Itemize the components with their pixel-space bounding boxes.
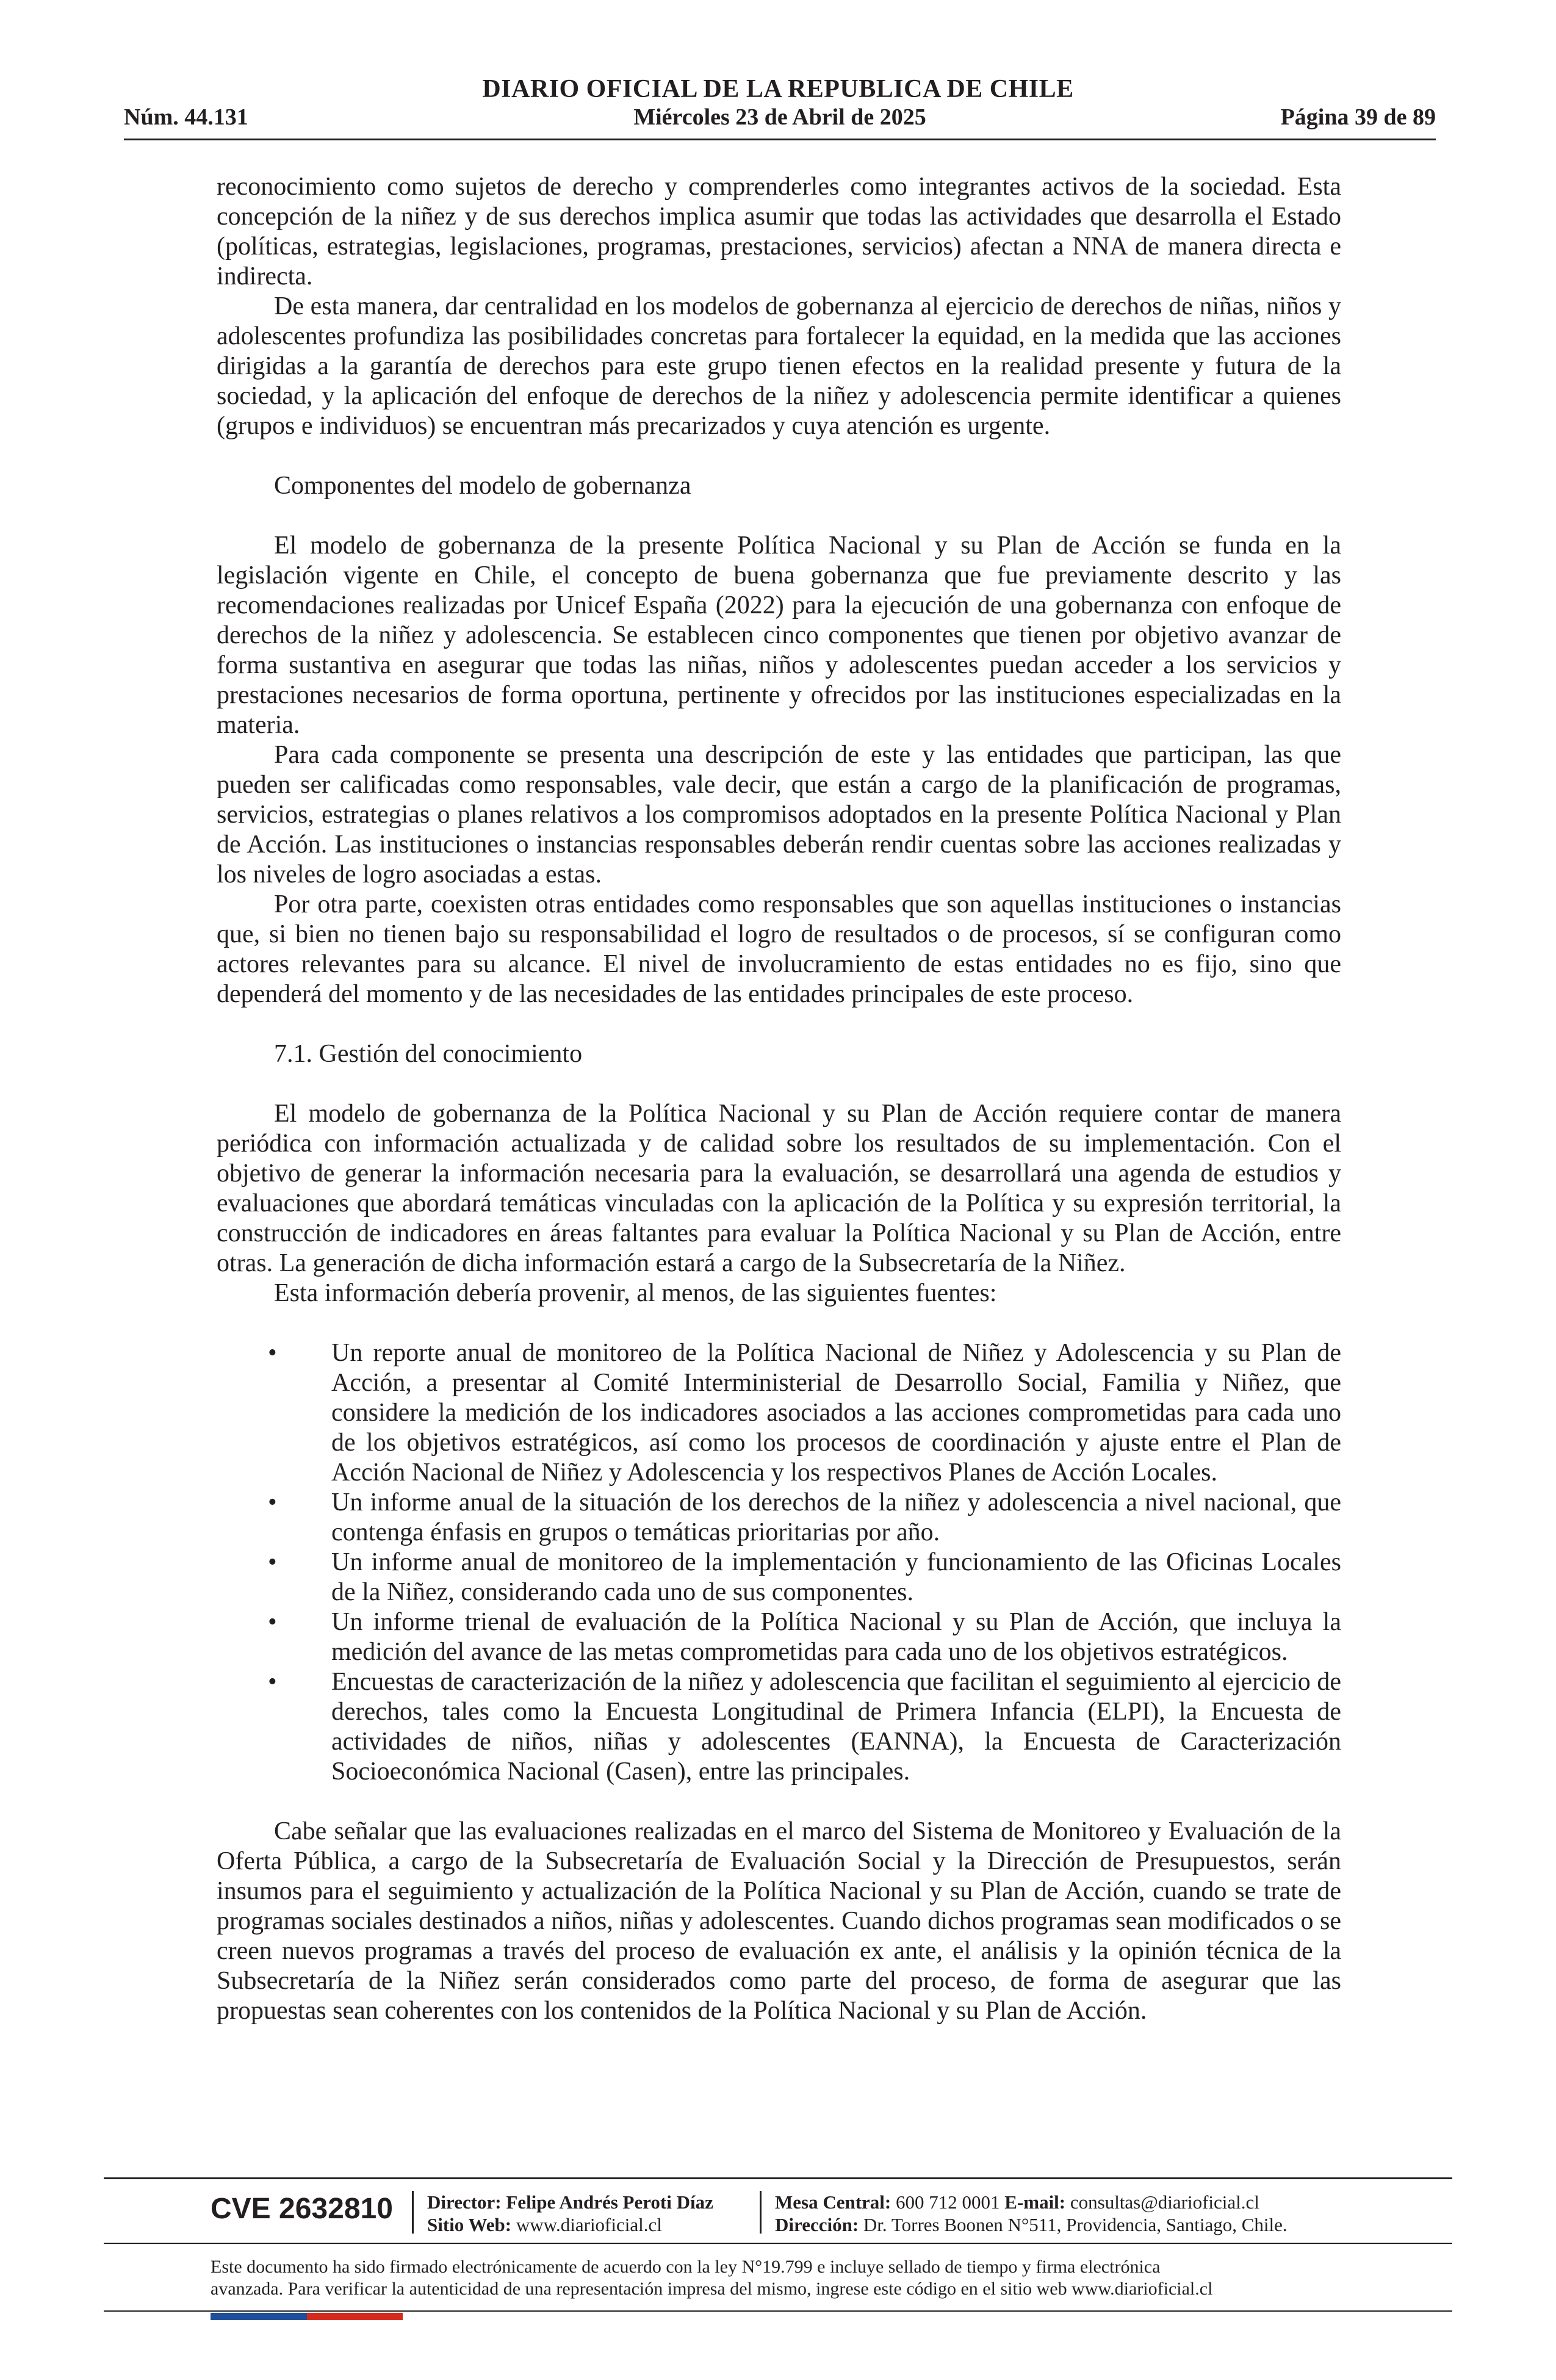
paragraph: El modelo de gobernanza de la Política Nacional y su Plan de Acción requiere contar de manera periódica con información actualizada y de calidad sobre los resultados de su implementación. Con el objetivo de generar la información necesaria para la evaluación, se desarrollará una agenda de estudios y evaluaciones que abordará temáticas vinculadas con la aplicación de la Política y su expresión territorial, la construcción de indicadores en áreas faltantes para evaluar la Política Nacional y su Plan de Acción, entre otras. La generación de dicha información estará a cargo de la Subsecretaría de la Niñez. <box>217 1100 1341 1277</box>
flag-stripe-red <box>307 2313 403 2320</box>
list-item: • Encuestas de caracterización de la niñez y adolescencia que facilitan el seguimiento al ejercicio de derechos, tales como la Encuesta Longitudinal de Primera Infancia (ELPI), la Encuesta de actividades de niños, niñas y adolescentes (EANNA), la Encuesta de Caracterización Socioeconómica Nacional (Casen), entre las principales. <box>268 1668 1341 1786</box>
list-item: • Un informe anual de la situación de los derechos de la niñez y adolescencia a nivel nacional, que contenga énfasis en grupos o temáticas prioritarias por año. <box>268 1488 1341 1546</box>
sources-list <box>217 1338 1341 1787</box>
bullet-icon: • <box>268 1339 277 1367</box>
footer-middle-divider <box>104 2243 1452 2244</box>
list-item: • Un informe trienal de evaluación de la Política Nacional y su Plan de Acción, que incluya la medición del avance de las metas comprometidas para cada uno de los objetivos estratégicos. <box>268 1608 1341 1666</box>
section-heading: Componentes del modelo de gobernanza <box>274 472 691 500</box>
issue-date: Miércoles 23 de Abril de 2025 <box>633 104 926 130</box>
cve-code: CVE 2632810 <box>211 2193 393 2225</box>
legal-notice: Este documento ha sido firmado electrónicamente de acuerdo con la ley N°19.799 e incluye sellado de tiempo y firma electrónica avanzada. Para verificar la autenticidad de una representación impresa del mismo, ingrese este código en el sitio web www.diarioficial.cl <box>211 2257 1213 2299</box>
footer-top-divider <box>104 2177 1452 2179</box>
paragraph: De esta manera, dar centralidad en los modelos de gobernanza al ejercicio de derechos de niñas, niños y adolescentes profundiza las posibilidades concretas para fortalecer la equidad, en la medida que las acciones dirigidas a la garantía de derechos para este grupo tienen efectos en la realidad presente y futura de la sociedad, y la aplicación del enfoque de derechos de la niñez y adolescencia permite identificar a quienes (grupos e individuos) se encuentran más precarizados y cuya atención es urgente. <box>217 292 1341 440</box>
section-heading: 7.1. Gestión del conocimiento <box>274 1040 583 1068</box>
footer-contact-info: Mesa Central: 600 712 0001 E-mail: consultas@diarioficial.cl Dirección: Dr. Torres Boonen N°511, Providencia, Santiago, Chile. <box>775 2191 1288 2235</box>
email-link[interactable]: consultas@diarioficial.cl <box>1070 2191 1259 2213</box>
paragraph: El modelo de gobernanza de la presente Política Nacional y su Plan de Acción se funda en la legislación vigente en Chile, el concepto de buena gobernanza que fue previamente descrito y las recomendaciones realizadas por Unicef España (2022) para la ejecución de una gobernanza con enfoque de derechos de la niñez y adolescencia. Se establecen cinco componentes que tienen por objetivo avanzar de forma sustantiva en asegurar que todas las niñas, niños y adolescentes puedan acceder a los servicios y prestaciones necesarios de forma oportuna, pertinente y ofrecidos por las instituciones especializadas en la materia. <box>217 532 1341 739</box>
website-link[interactable]: www.diarioficial.cl <box>516 2214 662 2235</box>
bullet-icon: • <box>268 1488 277 1516</box>
paragraph: Para cada componente se presenta una descripción de este y las entidades que participan, las que pueden ser calificadas como responsables, vale decir, que están a cargo de la planificación de programas, servicios, estrategias o planes relativos a los compromisos adoptados en la presente Política Nacional y Plan de Acción. Las instituciones o instancias responsables deberán rendir cuentas sobre las acciones realizadas y los niveles de logro asociadas a estas. <box>217 741 1341 889</box>
list-item: • Un reporte anual de monitoreo de la Política Nacional de Niñez y Adolescencia y su Plan de Acción, a presentar al Comité Interministerial de Desarrollo Social, Familia y Niñez, que considere la medición de los indicadores asociados a las acciones comprometidas para cada uno de los objetivos estratégicos, así como los procesos de coordinación y ajuste entre el Plan de Acción Nacional de Niñez y Adolescencia y los respectivos Planes de Acción Locales. <box>268 1339 1341 1487</box>
header-row <box>124 104 1436 131</box>
document-body <box>217 172 1341 2026</box>
issue-number: Núm. 44.131 <box>124 104 248 130</box>
footer-separator <box>760 2191 762 2234</box>
paragraph: reconocimiento como sujetos de derecho y comprenderles como integrantes activos de la sociedad. Esta concepción de la niñez y de sus derechos implica asumir que todas las actividades que desarrolla el Estado (políticas, estrategias, legislaciones, programas, prestaciones, servicios) afectan a NNA de manera directa e indirecta. <box>217 173 1341 290</box>
bullet-icon: • <box>268 1548 277 1576</box>
footer-bottom-divider <box>104 2310 1452 2312</box>
bullet-icon: • <box>268 1668 277 1696</box>
list-item: • Un informe anual de monitoreo de la implementación y funcionamiento de las Oficinas Locales de la Niñez, considerando cada uno de sus componentes. <box>268 1548 1341 1606</box>
footer-separator <box>412 2191 414 2234</box>
bullet-icon: • <box>268 1608 277 1636</box>
footer-director-info: Director: Felipe Andrés Peroti Díaz Sitio Web: www.diarioficial.cl <box>427 2191 713 2235</box>
flag-stripe-blue <box>211 2313 307 2320</box>
paragraph: Por otra parte, coexisten otras entidades como responsables que son aquellas instituciones o instancias que, si bien no tienen bajo su responsabilidad el logro de resultados o de procesos, sí se configuran como actores relevantes para su alcance. El nivel de involucramiento de estas entidades no es fijo, sino que dependerá del momento y de las necesidades de las entidades principales de este proceso. <box>217 890 1341 1008</box>
publication-title: DIARIO OFICIAL DE LA REPUBLICA DE CHILE <box>482 75 1074 103</box>
paragraph: Esta información debería provenir, al menos, de las siguientes fuentes: <box>274 1279 997 1307</box>
header-divider <box>124 139 1436 140</box>
paragraph: Cabe señalar que las evaluaciones realizadas en el marco del Sistema de Monitoreo y Evaluación de la Oferta Pública, a cargo de la Subsecretaría de Evaluación Social y la Dirección de Presupuestos, serán insumos para el seguimiento y actualización de la Política Nacional y su Plan de Acción, cuando se trate de programas sociales destinados a niños, niñas y adolescentes. Cuando dichos programas sean modificados o se creen nuevos programas a través del proceso de evaluación ex ante, el análisis y la opinión técnica de la Subsecretaría de la Niñez serán considerados como parte del proceso, de forma de asegurar que las propuestas sean coherentes con los contenidos de la Política Nacional y su Plan de Acción. <box>217 1817 1341 2025</box>
page-number: Página 39 de 89 <box>1280 104 1436 130</box>
